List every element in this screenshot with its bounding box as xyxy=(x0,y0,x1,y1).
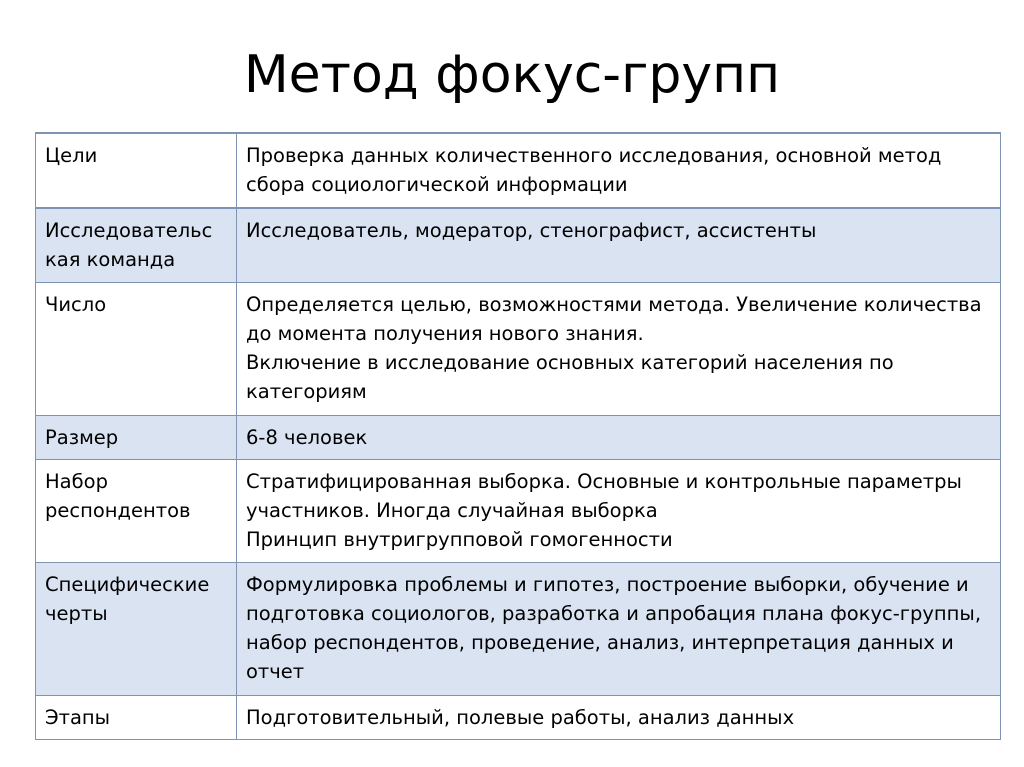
method-table xyxy=(35,132,1001,740)
row-label: Цели xyxy=(36,133,237,208)
row-value: Формулировка проблемы и гипотез, построение выборки, обучение и подготовка социологов, разработка и апробация плана фокус-группы, набор респондентов, проведение, анализ, интерпретация данных и отчет xyxy=(237,563,1001,696)
row-label: Размер xyxy=(36,416,237,460)
row-label: Набор респондентов xyxy=(36,460,237,563)
table-row-number xyxy=(36,283,1001,416)
table-row-stages xyxy=(36,696,1001,740)
row-value: 6-8 человек xyxy=(237,416,1001,460)
table-row-research-team xyxy=(36,208,1001,283)
table-row-size xyxy=(36,416,1001,460)
row-label: Специфические черты xyxy=(36,563,237,696)
row-value: Определяется целью, возможностями метода. Увеличение количества до момента получения нового знания. Включение в исследование основных категорий населения по категориям xyxy=(237,283,1001,416)
row-label: Исследовательс кая команда xyxy=(36,208,237,283)
table-row-goals xyxy=(36,133,1001,208)
row-label: Число xyxy=(36,283,237,416)
slide-title: Метод фокус-групп xyxy=(243,45,781,105)
row-value: Подготовительный, полевые работы, анализ данных xyxy=(237,696,1001,740)
table-row-recruitment xyxy=(36,460,1001,563)
row-value: Стратифицированная выборка. Основные и контрольные параметры участников. Иногда случайная выборка Принцип внутригрупповой гомогенности xyxy=(237,460,1001,563)
row-value: Проверка данных количественного исследования, основной метод сбора социологической информации xyxy=(237,133,1001,208)
row-value: Исследователь, модератор, стенографист, ассистенты xyxy=(237,208,1001,283)
row-label: Этапы xyxy=(36,696,237,740)
table-row-specific-features xyxy=(36,563,1001,696)
